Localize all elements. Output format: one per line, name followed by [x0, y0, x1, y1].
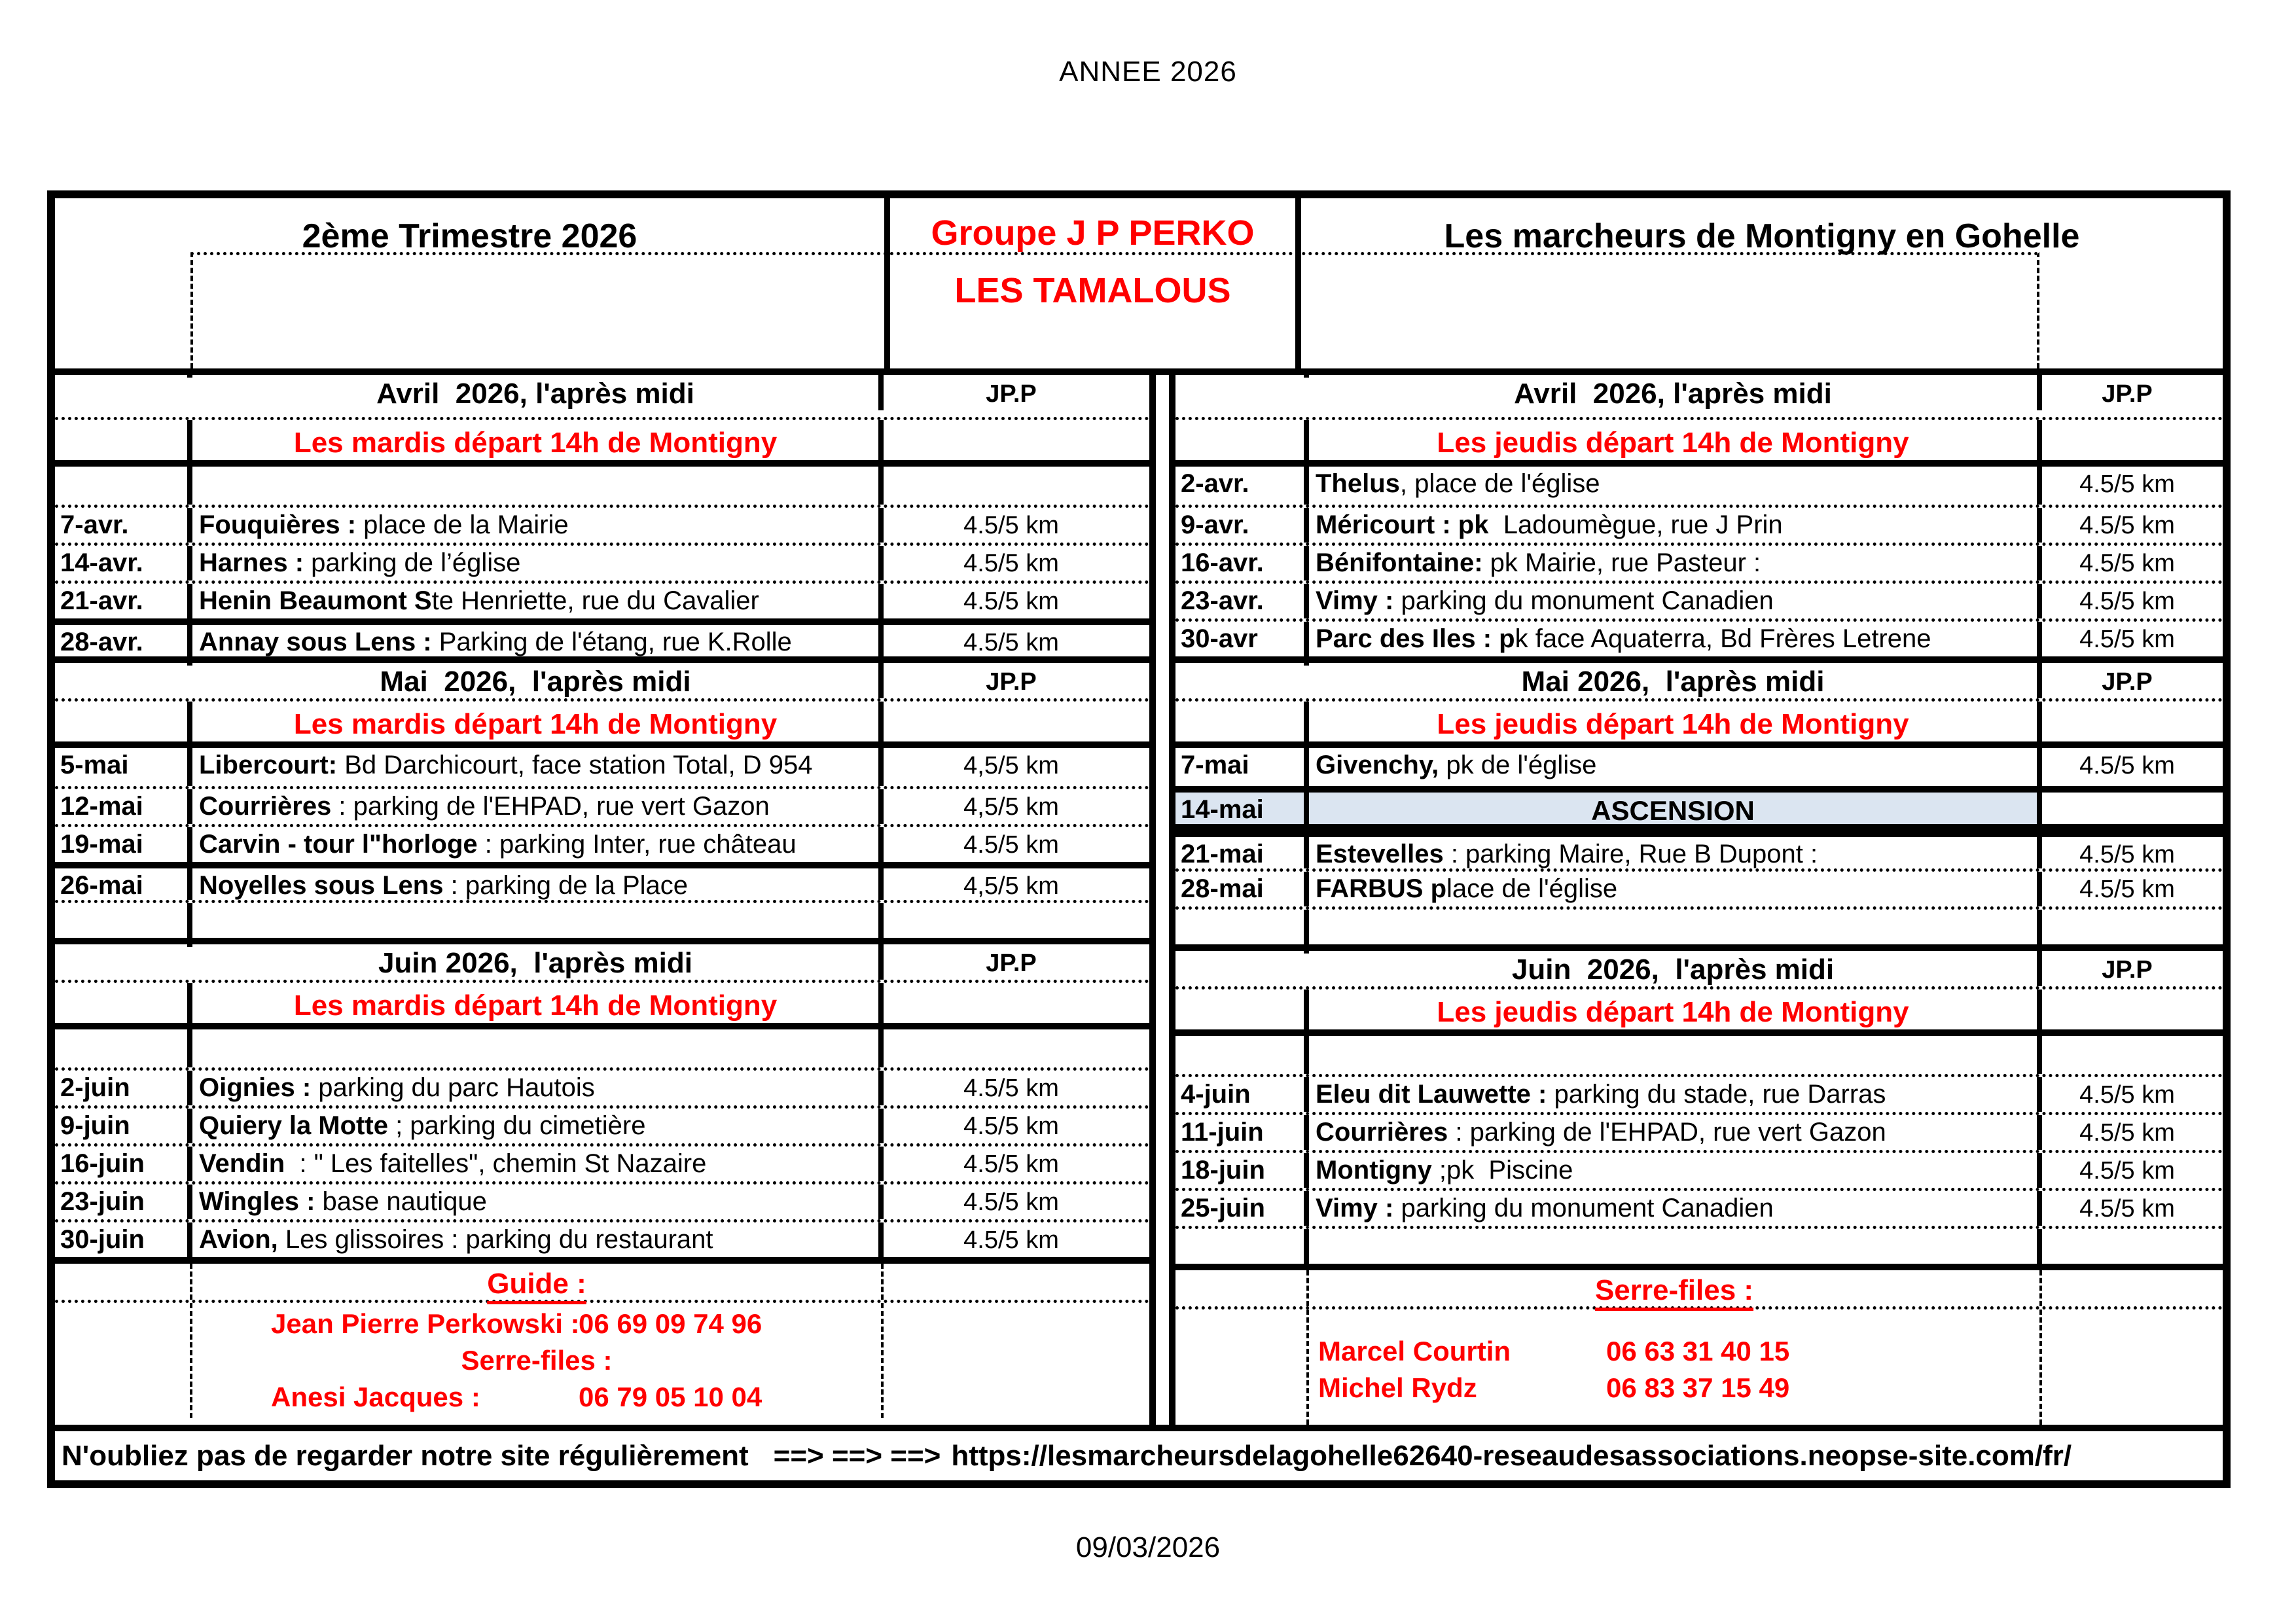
month-title: Avril 2026, l'après midi — [1514, 378, 1832, 410]
walk-location — [192, 1071, 884, 1105]
walk-distance: 4.5/5 km — [2079, 471, 2175, 498]
walk-date: 2-avr. — [1175, 467, 1309, 505]
walk-location-name: Fouquières : — [199, 510, 357, 539]
note-date-cell — [1175, 420, 1309, 460]
contact-list — [1309, 1310, 2039, 1406]
walk-location — [192, 584, 884, 618]
walk-date: 9-avr. — [1175, 508, 1309, 543]
walk-location-name: FARBUS p — [1316, 874, 1446, 903]
footer-date-cell — [55, 1303, 192, 1418]
walk-location-detail: ; parking du cimetière — [387, 1111, 646, 1140]
departure-note-row — [1175, 417, 2223, 467]
walk-distance — [884, 467, 1139, 505]
association-title: Les marcheurs de Montigny en Gohelle — [1444, 217, 2080, 255]
month-header-date-cell — [55, 663, 192, 666]
walk-date: 14-mai — [1175, 793, 1309, 824]
walk-location — [192, 625, 884, 656]
walk-location-name: Estevelles — [1316, 840, 1444, 868]
walk-date: 25-juin — [1175, 1191, 1309, 1226]
walk-row — [55, 1029, 1149, 1067]
jpp-label: JP.P — [2102, 380, 2153, 408]
walk-distance — [2042, 910, 2212, 944]
document-date: 09/03/2026 — [1075, 1531, 1221, 1563]
footer-title-row — [55, 1264, 1149, 1303]
walk-location-detail: parking de l’église — [304, 548, 521, 577]
contact-name: Marcel Courtin — [1318, 1336, 1511, 1366]
walk-location — [192, 1147, 884, 1181]
site-url: https://lesmarcheursdelagohelle62640-reseaudesassociations.neopse-site.com/fr/ — [951, 1439, 2072, 1472]
walk-row — [55, 1105, 1149, 1143]
walk-location-name: Courrières — [1316, 1118, 1448, 1147]
footer-title: Serre-files : — [1594, 1274, 1754, 1306]
month-header-row — [1175, 375, 2223, 417]
month-header-cell — [1309, 663, 2042, 698]
walk-location-name: Vimy : — [1316, 1194, 1394, 1222]
month-header-date-cell — [1175, 951, 1309, 954]
walk-date: 16-avr. — [1175, 546, 1309, 580]
walk-location — [1309, 467, 2042, 505]
month-header-row — [1175, 944, 2223, 986]
walk-location — [192, 1029, 884, 1067]
holiday-label: ASCENSION — [1309, 793, 2042, 824]
walk-date: 12-mai — [55, 789, 192, 824]
note-km-cell — [884, 702, 1139, 741]
walk-distance — [884, 1029, 1139, 1067]
walk-row — [55, 1219, 1149, 1257]
walk-location-detail: Bd Darchicourt, face station Total, D 954 — [337, 751, 813, 779]
contact-name: Jean Pierre Perkowski : — [271, 1308, 580, 1339]
walk-location — [192, 868, 884, 900]
footer-contacts — [192, 1303, 884, 1418]
walk-row — [1175, 1112, 2223, 1150]
walk-location — [192, 1109, 884, 1143]
walk-distance: 4.5/5 km — [2079, 752, 2175, 779]
walk-location — [1309, 1115, 2042, 1150]
walk-location-detail: parking du monument Canadien — [1393, 586, 1774, 615]
walk-date: 23-avr. — [1175, 584, 1309, 618]
walk-location-name: Harnes : — [199, 548, 304, 577]
footer-block — [55, 1257, 1149, 1418]
jpp-label: JP.P — [986, 950, 1037, 977]
footer-block — [1175, 1264, 2223, 1425]
note-cell — [1309, 702, 2042, 741]
month-header-cell — [1309, 951, 2042, 986]
walk-row — [55, 824, 1149, 862]
walk-location-name: Oignies : — [199, 1073, 312, 1102]
walk-row — [55, 786, 1149, 824]
departure-note-row — [55, 417, 1149, 467]
walk-location-name: Libercourt: — [199, 751, 338, 779]
footer-km-cell — [884, 1264, 1139, 1300]
month-header-cell — [192, 375, 884, 410]
walk-row — [1175, 467, 2223, 505]
walk-row — [1175, 748, 2223, 786]
site-reminder-arrows: ==> ==> ==> — [773, 1439, 941, 1472]
jpp-label: JP.P — [986, 380, 1037, 408]
walk-distance: 4.5/5 km — [963, 512, 1059, 539]
serre-files-subtitle: Serre-files : — [461, 1345, 613, 1376]
month-title: Mai 2026, l'après midi — [1521, 666, 1825, 698]
departure-note-row — [55, 698, 1149, 748]
walk-location-detail: base nautique — [315, 1187, 487, 1216]
note-cell — [192, 983, 884, 1023]
walk-date: 30-juin — [55, 1222, 192, 1257]
walk-distance: 4.5/5 km — [963, 1113, 1059, 1140]
group-title-block — [884, 198, 1301, 368]
month-title: Mai 2026, l'après midi — [380, 666, 691, 698]
contact-line — [1309, 1370, 2039, 1406]
walk-distance: 4.5/5 km — [2079, 512, 2175, 539]
walk-date: 4-juin — [1175, 1077, 1309, 1112]
walk-row — [55, 618, 1149, 656]
walk-distance: 4.5/5 km — [2079, 1081, 2175, 1109]
walk-location — [1309, 508, 2042, 543]
walk-location-detail: Ladoumègue, rue J Prin — [1488, 510, 1783, 539]
walk-location-name: Avion, — [199, 1225, 278, 1254]
note-date-cell — [1175, 702, 1309, 741]
walk-location-detail: pk de l'église — [1439, 751, 1597, 779]
walk-distance: 4.5/5 km — [963, 1075, 1059, 1102]
walk-location — [192, 508, 884, 543]
month-header-cell — [1309, 375, 2042, 410]
contact-phone: 06 83 37 15 49 — [1606, 1372, 1790, 1403]
walk-distance: 4.5/5 km — [963, 550, 1059, 577]
walk-location-detail: : parking de l'EHPAD, rue vert Gazon — [331, 792, 770, 821]
contact-line — [1309, 1333, 2039, 1370]
walk-distance: 4,5/5 km — [963, 872, 1059, 900]
month-title: Juin 2026, l'après midi — [1511, 954, 1835, 986]
walk-location-detail: : " Les faitelles", chemin St Nazaire — [285, 1149, 707, 1178]
walk-distance: 4.5/5 km — [963, 629, 1059, 656]
walk-row — [1175, 580, 2223, 618]
walk-location-detail: : parking de la Place — [443, 871, 689, 900]
note-cell — [192, 702, 884, 741]
walk-distance: 4,5/5 km — [963, 752, 1059, 779]
walk-row — [1175, 830, 2223, 868]
walk-location — [1309, 748, 2042, 786]
walk-location — [1309, 837, 2042, 868]
walk-date: 14-avr. — [55, 546, 192, 580]
walk-row — [1175, 1188, 2223, 1226]
footer-title-cell — [1309, 1270, 2042, 1306]
walk-date — [55, 467, 192, 505]
walk-location-name: Montigny — [1316, 1156, 1432, 1185]
walk-location-detail: place de la Mairie — [356, 510, 569, 539]
walk-distance: 4.5/5 km — [2079, 841, 2175, 868]
walk-location — [192, 789, 884, 824]
walk-date: 21-avr. — [55, 584, 192, 618]
walk-date — [1175, 910, 1309, 944]
walk-distance: 4.5/5 km — [963, 1150, 1059, 1178]
walk-row — [1175, 543, 2223, 580]
departure-note-row — [1175, 698, 2223, 748]
note-date-cell — [55, 983, 192, 1023]
walk-row — [1175, 505, 2223, 543]
walk-location-name: Bénifontaine: — [1316, 548, 1483, 577]
walk-date — [55, 903, 192, 938]
walk-row — [55, 1067, 1149, 1105]
footer-km-cell — [2042, 1310, 2212, 1425]
departure-note: Les mardis départ 14h de Montigny — [293, 990, 778, 1022]
walk-distance: 4,5/5 km — [963, 793, 1059, 821]
walk-row — [1175, 1226, 2223, 1264]
walk-distance — [2042, 1229, 2212, 1264]
walk-row — [55, 748, 1149, 786]
year-label: ANNEE 2026 — [1059, 56, 1237, 88]
walk-distance: 4.5/5 km — [2079, 588, 2175, 615]
walk-location-detail: , place de l'église — [1399, 469, 1600, 498]
note-cell — [1309, 420, 2042, 460]
jpp-label: JP.P — [2102, 956, 2153, 984]
footer-km-cell — [2042, 1270, 2212, 1306]
contact-phone: 06 79 05 10 04 — [579, 1382, 762, 1412]
walk-date: 5-mai — [55, 748, 192, 786]
walk-location — [192, 827, 884, 862]
walk-date: 26-mai — [55, 868, 192, 900]
walk-location-name: Carvin - tour l"horloge — [199, 830, 478, 859]
walk-date: 11-juin — [1175, 1115, 1309, 1150]
note-km-cell — [884, 983, 1139, 1023]
table-body — [55, 375, 2223, 1425]
month-header-row — [1175, 656, 2223, 698]
walk-location-detail: : parking Maire, Rue B Dupont : — [1443, 840, 1818, 868]
walk-row — [55, 467, 1149, 505]
walk-location — [1309, 872, 2042, 906]
walk-location-detail: ;pk Piscine — [1431, 1156, 1573, 1185]
walk-distance: 4.5/5 km — [963, 831, 1059, 859]
walk-location-detail: pk Mairie, rue Pasteur : — [1482, 548, 1761, 577]
note-date-cell — [55, 702, 192, 741]
note-km-cell — [2042, 990, 2212, 1029]
contact-list — [192, 1303, 881, 1416]
walk-location-detail: : parking de l'EHPAD, rue vert Gazon — [1448, 1118, 1886, 1147]
contact-line — [192, 1306, 881, 1342]
half-right — [1169, 375, 2223, 1425]
walk-location — [1309, 1036, 2042, 1074]
group-name: Groupe J P PERKO — [931, 213, 1255, 253]
jpp-label: JP.P — [2102, 668, 2153, 696]
contact-phone: 06 63 31 40 15 — [1606, 1336, 1790, 1366]
departure-note-row — [1175, 986, 2223, 1036]
departure-note: Les jeudis départ 14h de Montigny — [1437, 996, 1909, 1028]
walk-location — [192, 748, 884, 786]
month-header-row — [55, 375, 1149, 417]
month-header-date-cell — [1175, 663, 1309, 666]
walk-location — [1309, 1191, 2042, 1226]
walk-date: 2-juin — [55, 1071, 192, 1105]
jpp-label: JP.P — [986, 668, 1037, 696]
walk-row — [1175, 1036, 2223, 1074]
walk-distance: 4.5/5 km — [2079, 550, 2175, 577]
center-gap — [1156, 375, 1169, 1425]
footer-title: Guide : — [487, 1268, 586, 1300]
walk-location-name: Noyelles sous Lens — [199, 871, 444, 900]
walk-distance: 4.5/5 km — [2079, 876, 2175, 903]
walk-location-name: Méricourt : pk — [1316, 510, 1489, 539]
walk-date: 9-juin — [55, 1109, 192, 1143]
footer-date-cell — [1175, 1270, 1309, 1306]
walk-distance: 4.5/5 km — [963, 1226, 1059, 1254]
walk-row — [1175, 906, 2223, 944]
footer-title-row — [1175, 1270, 2223, 1310]
walk-location — [192, 1185, 884, 1219]
walk-location-detail: parking du parc Hautois — [311, 1073, 595, 1102]
month-title: Avril 2026, l'après midi — [376, 378, 694, 410]
walk-location — [1309, 1153, 2042, 1188]
walk-row — [55, 900, 1149, 938]
walk-location — [1309, 584, 2042, 618]
walk-row — [55, 1143, 1149, 1181]
walk-date: 21-mai — [1175, 837, 1309, 868]
departure-note: Les jeudis départ 14h de Montigny — [1437, 427, 1909, 459]
note-km-cell — [2042, 702, 2212, 741]
month-header-row — [55, 656, 1149, 698]
departure-note: Les jeudis départ 14h de Montigny — [1437, 708, 1909, 740]
note-date-cell — [55, 420, 192, 460]
footer-km-cell — [884, 1303, 1139, 1418]
walk-row — [1175, 1074, 2223, 1112]
site-reminder-text: N'oubliez pas de regarder notre site régulièrement — [62, 1439, 749, 1472]
walk-location — [192, 1222, 884, 1257]
note-km-cell — [884, 420, 1139, 460]
site-reminder-row — [55, 1425, 2223, 1480]
walk-location — [1309, 546, 2042, 580]
walk-date: 28-avr. — [55, 625, 192, 656]
walk-date: 16-juin — [55, 1147, 192, 1181]
walk-row — [1175, 1150, 2223, 1188]
contact-phone: 06 69 09 74 96 — [579, 1308, 762, 1339]
walk-location-name: Wingles : — [199, 1187, 315, 1216]
walk-date: 30-avr — [1175, 622, 1309, 656]
walk-location — [192, 903, 884, 938]
trimester-title: 2ème Trimestre 2026 — [302, 217, 637, 255]
walk-location-detail: lace de l'église — [1446, 874, 1618, 903]
walk-row — [55, 505, 1149, 543]
walk-distance: 4.5/5 km — [2079, 1195, 2175, 1222]
walk-date: 7-avr. — [55, 508, 192, 543]
footer-content-row — [1175, 1310, 2223, 1425]
walk-location-name: Eleu dit Lauwette : — [1316, 1080, 1547, 1109]
contact-name: Anesi Jacques : — [271, 1382, 480, 1412]
footer-contacts — [1309, 1310, 2042, 1425]
walk-location-name: Vendin — [199, 1149, 285, 1178]
schedule-table — [47, 190, 2231, 1488]
walk-distance — [2042, 1036, 2212, 1074]
walk-location — [1309, 622, 2042, 656]
footer-date-cell — [55, 1264, 192, 1300]
walk-location-name: Quiery la Motte — [199, 1111, 388, 1140]
walk-location — [1309, 1077, 2042, 1112]
walk-row — [55, 580, 1149, 618]
walk-location-detail: te Henriette, rue du Cavalier — [431, 586, 759, 615]
walk-location-detail: Les glissoires : parking du restaurant — [278, 1225, 713, 1254]
walk-location-detail: k face Aquaterra, Bd Frères Letrene — [1515, 624, 1931, 653]
month-title: Juin 2026, l'après midi — [378, 947, 692, 979]
walk-date: 18-juin — [1175, 1153, 1309, 1188]
note-cell — [1309, 990, 2042, 1029]
walk-distance: 4.5/5 km — [2079, 1157, 2175, 1185]
walk-distance: 4.5/5 km — [963, 1188, 1059, 1216]
departure-note: Les mardis départ 14h de Montigny — [293, 708, 778, 740]
walk-location-name: Parc des Iles : p — [1316, 624, 1515, 653]
walk-date — [1175, 1036, 1309, 1074]
walk-location-detail: Parking de l'étang, rue K.Rolle — [431, 628, 792, 656]
half-left — [55, 375, 1156, 1425]
walk-row — [55, 1181, 1149, 1219]
walk-date: 28-mai — [1175, 872, 1309, 906]
footer-date-cell — [1175, 1310, 1309, 1425]
walk-location-name: Givenchy, — [1316, 751, 1439, 779]
month-header-row — [55, 938, 1149, 980]
walk-row — [55, 543, 1149, 580]
walk-row — [1175, 868, 2223, 906]
month-header-date-cell — [55, 944, 192, 947]
contact-name: Michel Rydz — [1318, 1372, 1477, 1403]
walk-location-name: Vimy : — [1316, 586, 1394, 615]
walk-distance: 4.5/5 km — [963, 588, 1059, 615]
month-header-date-cell — [1175, 375, 1309, 378]
group-nickname: LES TAMALOUS — [954, 271, 1231, 310]
walk-location-name: Henin Beaumont S — [199, 586, 432, 615]
footer-title-cell — [192, 1264, 884, 1300]
walk-row — [1175, 618, 2223, 656]
walk-distance — [2042, 793, 2212, 824]
holiday-row — [1175, 786, 2223, 830]
month-header-cell — [192, 663, 884, 698]
table-header — [55, 198, 2223, 375]
month-header-date-cell — [55, 375, 192, 378]
walk-location-detail: : parking Inter, rue château — [477, 830, 797, 859]
walk-location — [192, 546, 884, 580]
walk-distance — [884, 903, 1139, 938]
walk-location-detail: parking du stade, rue Darras — [1547, 1080, 1886, 1109]
walk-distance: 4.5/5 km — [2079, 1119, 2175, 1147]
walk-distance: 4.5/5 km — [2079, 626, 2175, 653]
footer-content-row — [55, 1303, 1149, 1418]
walk-location — [1309, 910, 2042, 944]
walk-date — [55, 1029, 192, 1067]
month-header-cell — [192, 944, 884, 980]
walk-date — [1175, 1229, 1309, 1264]
departure-note-row — [55, 980, 1149, 1029]
note-date-cell — [1175, 990, 1309, 1029]
walk-date: 19-mai — [55, 827, 192, 862]
contact-line — [192, 1379, 881, 1416]
note-km-cell — [2042, 420, 2212, 460]
walk-date: 23-juin — [55, 1185, 192, 1219]
note-cell — [192, 420, 884, 460]
walk-location-name: Courrières — [199, 792, 332, 821]
walk-location — [1309, 1229, 2042, 1264]
walk-location-name: Annay sous Lens : — [199, 628, 432, 656]
walk-row — [55, 862, 1149, 900]
walk-location — [192, 467, 884, 505]
departure-note: Les mardis départ 14h de Montigny — [293, 427, 778, 459]
walk-location-name: Thelus — [1316, 469, 1400, 498]
walk-date: 7-mai — [1175, 748, 1309, 786]
walk-location-detail: parking du monument Canadien — [1393, 1194, 1774, 1222]
